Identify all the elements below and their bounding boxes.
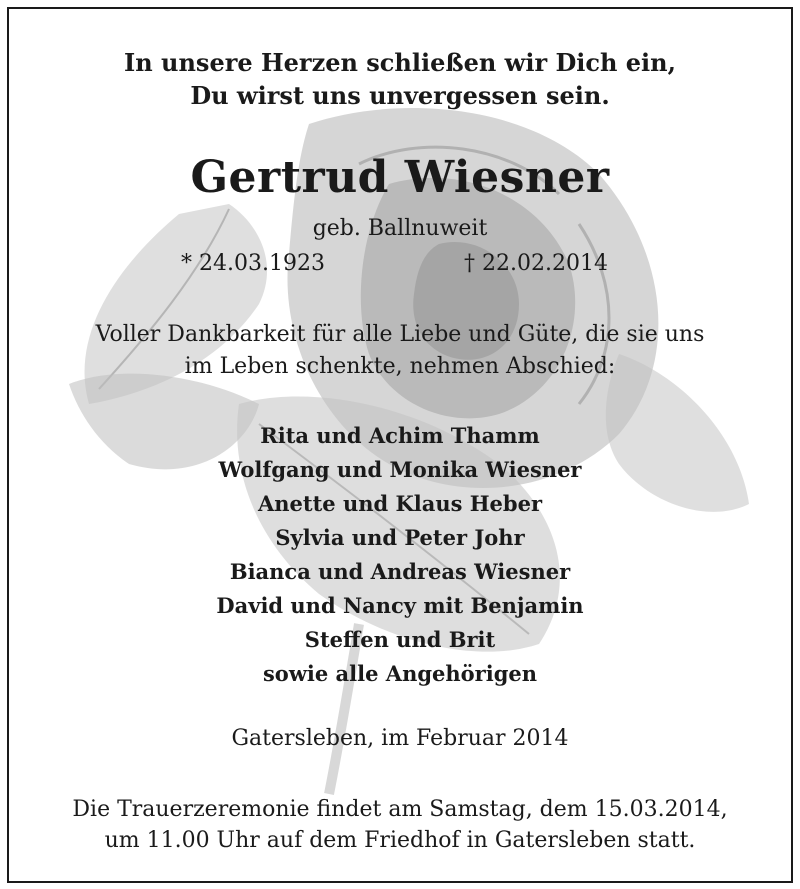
maiden-name: geb. Ballnuweit (312, 216, 488, 241)
mourner: Wolfgang und Monika Wiesner (218, 457, 582, 482)
death-date: † 22.02.2014 (464, 251, 608, 276)
motto-line-1: In unsere Herzen schließen wir Dich ein, (124, 48, 676, 77)
mourner: Rita und Achim Thamm (260, 423, 540, 448)
intro-line-1: Voller Dankbarkeit für alle Liebe und Güte, die sie uns (95, 322, 705, 347)
intro-line-2: im Leben schenkte, nehmen Abschied: (184, 354, 616, 379)
deceased-name: Gertrud Wiesner (190, 152, 610, 203)
mourner: Anette und Klaus Heber (257, 491, 543, 516)
motto-line-2: Du wirst uns unvergessen sein. (190, 81, 610, 110)
mourner: sowie alle Angehörigen (262, 661, 538, 686)
mourners-list (9, 419, 791, 691)
mourner: David und Nancy mit Benjamin (216, 593, 584, 618)
mourner: Bianca und Andreas Wiesner (229, 559, 571, 584)
place-date: Gatersleben, im Februar 2014 (231, 726, 569, 751)
obituary-content (9, 9, 791, 881)
ceremony-line-1: Die Trauerzeremonie findet am Samstag, dem 15.03.2014, (72, 797, 728, 822)
ceremony-line-2: um 11.00 Uhr auf dem Friedhof in Gatersleben statt. (104, 828, 696, 853)
birth-date: * 24.03.1923 (181, 251, 325, 276)
mourner: Steffen und Brit (304, 627, 496, 652)
obituary-card (7, 7, 793, 883)
mourner: Sylvia und Peter Johr (275, 525, 525, 550)
